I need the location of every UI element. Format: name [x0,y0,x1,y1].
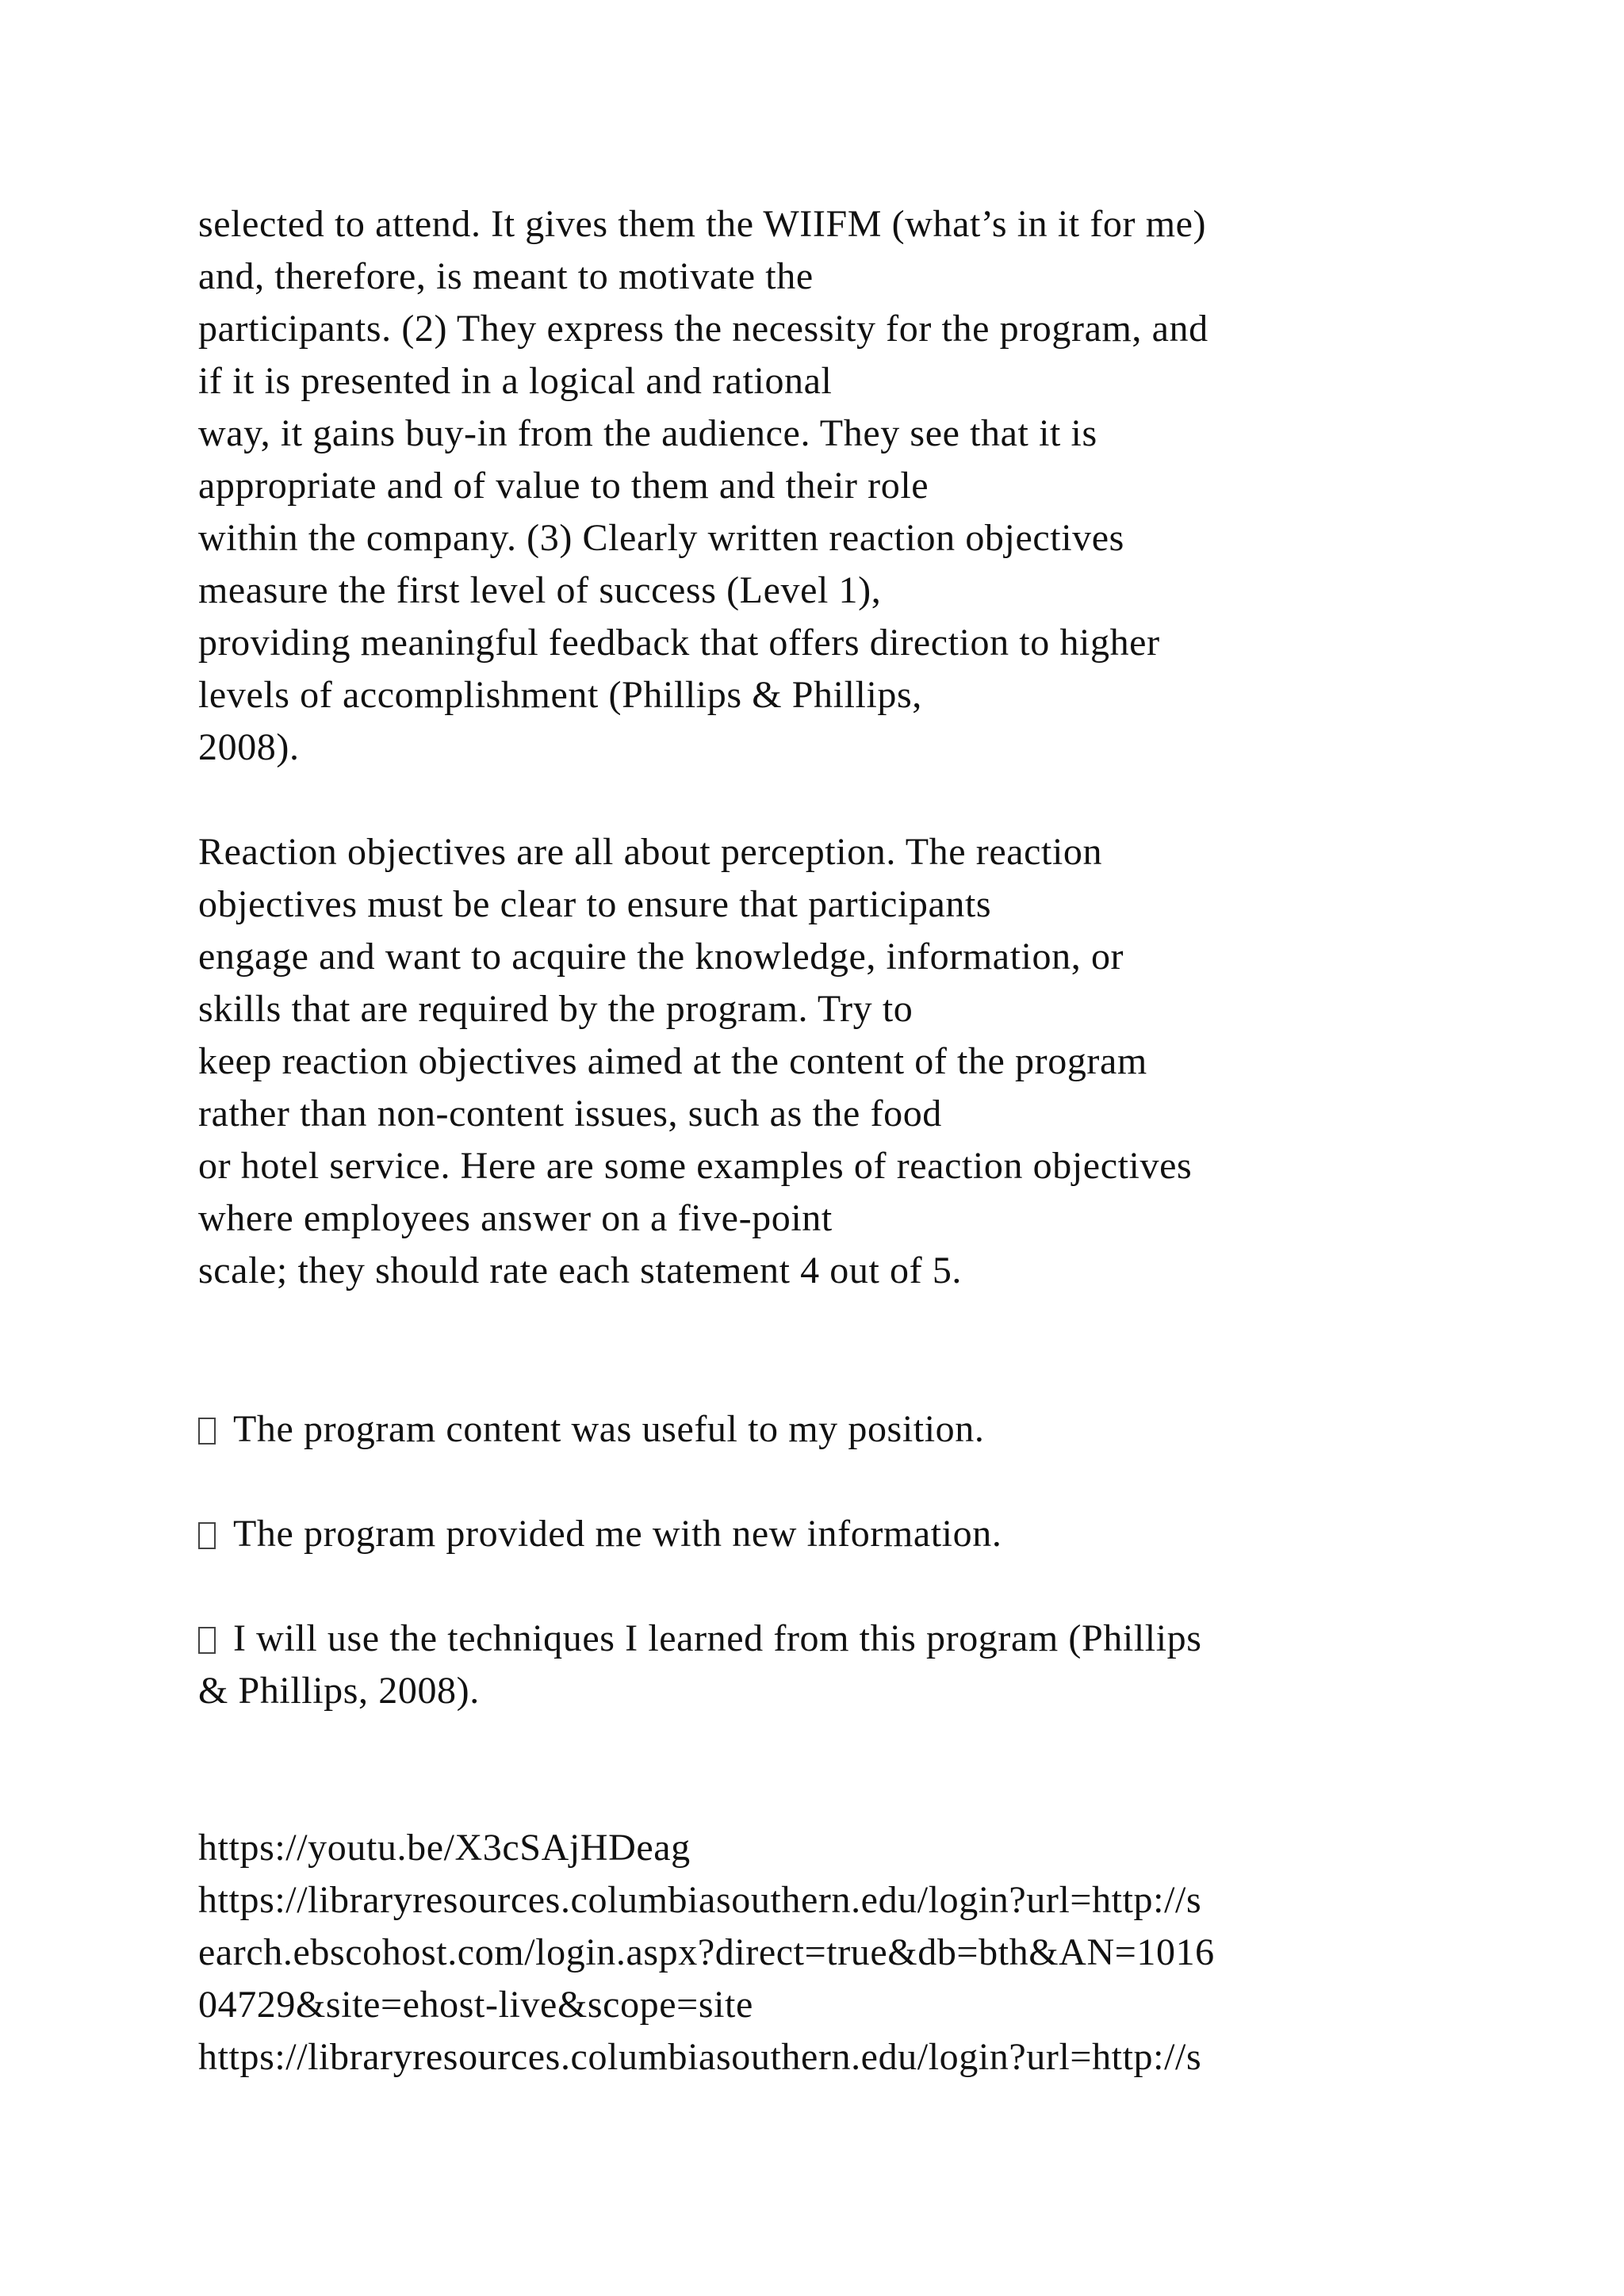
text-line: objectives must be clear to ensure that participants [198,883,992,925]
url-link[interactable]: https://youtu.be/X3cSAjHDeag [198,1827,691,1869]
url-link[interactable]: https://libraryresources.columbiasouthern.edu/login?url=http://s [198,2036,1202,2078]
bullet-box-icon [198,1627,216,1654]
text-line: appropriate and of value to them and their role [198,465,929,507]
text-line: skills that are required by the program. Try to [198,988,914,1030]
text-line: measure the first level of success (Level 1), [198,569,882,611]
text-line: Reaction objectives are all about perception. The reaction [198,831,1103,873]
bullet-box-icon [198,1418,216,1445]
bullet-continuation: & Phillips, 2008). [198,1670,480,1712]
text-line: and, therefore, is meant to motivate the [198,255,814,297]
bullet-item [198,1508,1002,1560]
text-line: where employees answer on a five-point [198,1197,833,1239]
url-link[interactable]: https://libraryresources.columbiasouthern.edu/login?url=http://s [198,1879,1202,1921]
url-link[interactable]: 04729&site=ehost-live&scope=site [198,1984,753,2026]
text-line: way, it gains buy-in from the audience. They see that it is [198,412,1097,454]
text-line: within the company. (3) Clearly written reaction objectives [198,517,1124,559]
bullet-text: I will use the techniques I learned from this program (Phillips [233,1617,1202,1659]
bullet-item [198,1403,984,1456]
text-line: keep reaction objectives aimed at the content of the program [198,1040,1147,1082]
bullet-text: The program provided me with new information. [233,1513,1002,1555]
text-line: participants. (2) They express the necessity for the program, and [198,308,1208,350]
bullet-text: The program content was useful to my position. [233,1408,985,1450]
text-line: engage and want to acquire the knowledge, information, or [198,936,1124,978]
text-line: or hotel service. Here are some examples of reaction objectives [198,1145,1193,1187]
text-line: 2008). [198,726,300,768]
text-line: rather than non-content issues, such as the food [198,1093,942,1135]
bullet-item [198,1613,1202,1665]
bullet-box-icon [198,1522,216,1549]
text-line: if it is presented in a logical and rational [198,360,833,402]
text-line: levels of accomplishment (Phillips & Phillips, [198,674,922,716]
text-line: providing meaningful feedback that offers direction to higher [198,622,1160,664]
text-line: selected to attend. It gives them the WIIFM (what’s in it for me) [198,203,1207,245]
text-line: scale; they should rate each statement 4 out of 5. [198,1249,963,1292]
url-link[interactable]: earch.ebscohost.com/login.aspx?direct=true&db=bth&AN=1016 [198,1931,1215,1973]
